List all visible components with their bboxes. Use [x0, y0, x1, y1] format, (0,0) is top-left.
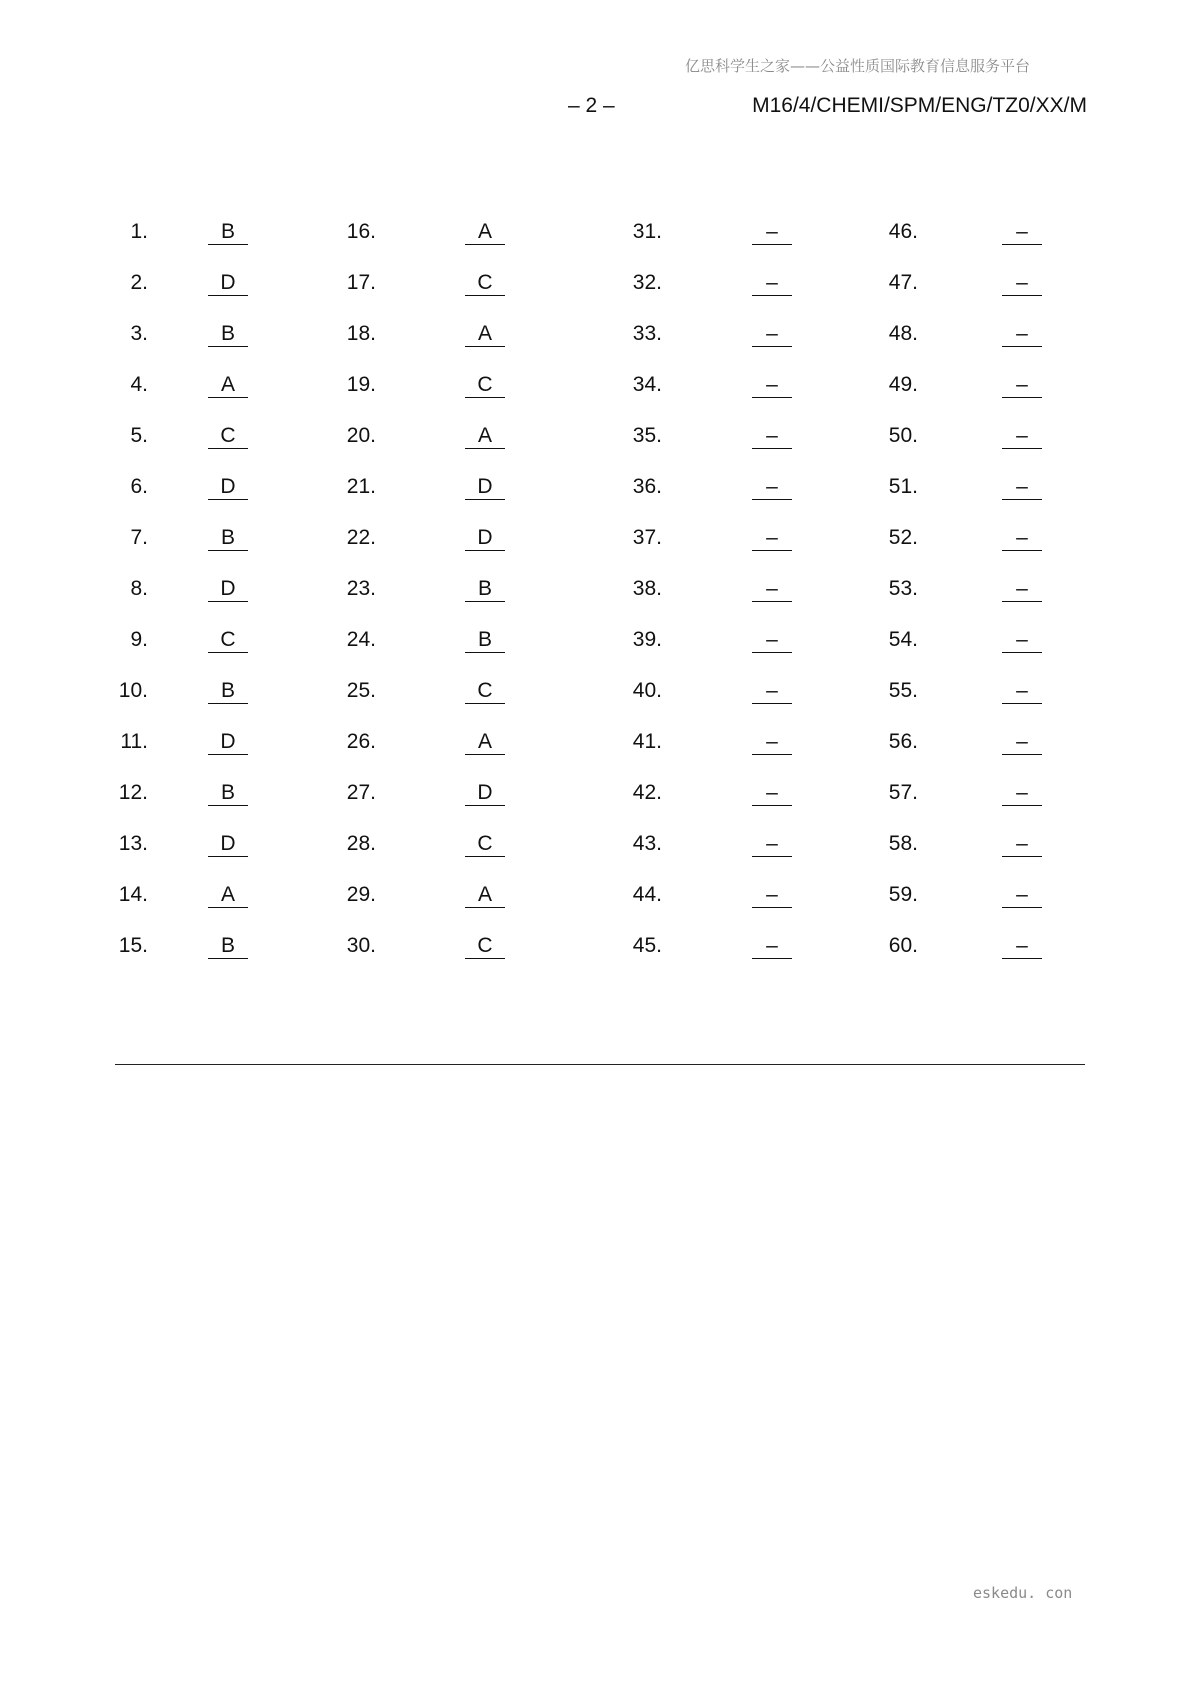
footer-watermark: eskedu. con [973, 1584, 1073, 1602]
question-number: 54. [888, 628, 918, 651]
question-number: 14. [118, 883, 148, 906]
answer-value: – [1002, 424, 1042, 449]
answer-value: – [752, 577, 792, 602]
question-number: 4. [130, 373, 148, 396]
question-number: 35. [632, 424, 662, 447]
question-number: 38. [632, 577, 662, 600]
question-number: 27. [346, 781, 376, 804]
answer-value: A [465, 883, 505, 908]
table-row [0, 781, 1191, 811]
question-number: 7. [130, 526, 148, 549]
question-number: 10. [118, 679, 148, 702]
question-number: 22. [346, 526, 376, 549]
header-watermark: 亿思科学生之家——公益性质国际教育信息服务平台 [685, 57, 1031, 75]
question-number: 50. [888, 424, 918, 447]
question-number: 45. [632, 934, 662, 957]
answer-value: C [465, 679, 505, 704]
question-number: 44. [632, 883, 662, 906]
answer-value: B [208, 526, 248, 551]
answer-value: D [465, 526, 505, 551]
answer-value: B [465, 628, 505, 653]
question-number: 12. [118, 781, 148, 804]
table-row [0, 271, 1191, 301]
answer-value: A [208, 883, 248, 908]
table-row [0, 934, 1191, 964]
answer-value: – [1002, 679, 1042, 704]
question-number: 34. [632, 373, 662, 396]
table-row [0, 730, 1191, 760]
answer-value: C [465, 271, 505, 296]
question-number: 24. [346, 628, 376, 651]
question-number: 6. [130, 475, 148, 498]
question-number: 36. [632, 475, 662, 498]
answer-value: D [208, 730, 248, 755]
question-number: 60. [888, 934, 918, 957]
question-number: 1. [130, 220, 148, 243]
answer-value: C [465, 934, 505, 959]
answer-value: B [208, 781, 248, 806]
answer-value: – [752, 934, 792, 959]
question-number: 9. [130, 628, 148, 651]
answer-value: – [752, 220, 792, 245]
table-row [0, 220, 1191, 250]
answer-value: – [1002, 373, 1042, 398]
answer-value: D [208, 271, 248, 296]
question-number: 43. [632, 832, 662, 855]
question-number: 33. [632, 322, 662, 345]
answer-value: D [208, 475, 248, 500]
question-number: 30. [346, 934, 376, 957]
question-number: 52. [888, 526, 918, 549]
answer-value: C [465, 373, 505, 398]
answer-value: – [1002, 628, 1042, 653]
answer-value: – [1002, 220, 1042, 245]
table-row [0, 577, 1191, 607]
answer-value: – [1002, 781, 1042, 806]
question-number: 49. [888, 373, 918, 396]
answer-value: D [208, 832, 248, 857]
table-row [0, 424, 1191, 454]
question-number: 17. [346, 271, 376, 294]
page-number: – 2 – [568, 94, 615, 117]
table-row [0, 526, 1191, 556]
answer-value: A [208, 373, 248, 398]
question-number: 25. [346, 679, 376, 702]
answer-value: C [208, 628, 248, 653]
answer-value: – [1002, 526, 1042, 551]
answer-value: – [752, 730, 792, 755]
question-number: 8. [130, 577, 148, 600]
question-number: 18. [346, 322, 376, 345]
document-code: M16/4/CHEMI/SPM/ENG/TZ0/XX/M [752, 94, 1087, 117]
table-row [0, 373, 1191, 403]
question-number: 51. [888, 475, 918, 498]
answer-value: A [465, 220, 505, 245]
answer-value: – [752, 526, 792, 551]
question-number: 29. [346, 883, 376, 906]
answer-value: A [465, 424, 505, 449]
question-number: 31. [632, 220, 662, 243]
answer-value: – [1002, 322, 1042, 347]
question-number: 41. [632, 730, 662, 753]
answer-value: – [1002, 271, 1042, 296]
table-row [0, 322, 1191, 352]
question-number: 3. [130, 322, 148, 345]
question-number: 2. [130, 271, 148, 294]
question-number: 26. [346, 730, 376, 753]
answer-value: – [752, 373, 792, 398]
question-number: 28. [346, 832, 376, 855]
answer-value: D [208, 577, 248, 602]
question-number: 19. [346, 373, 376, 396]
table-row [0, 832, 1191, 862]
answer-value: – [752, 475, 792, 500]
answer-value: D [465, 475, 505, 500]
question-number: 13. [118, 832, 148, 855]
question-number: 21. [346, 475, 376, 498]
answer-value: – [752, 883, 792, 908]
answer-value: – [752, 679, 792, 704]
question-number: 16. [346, 220, 376, 243]
table-row [0, 679, 1191, 709]
answer-value: – [752, 271, 792, 296]
question-number: 40. [632, 679, 662, 702]
question-number: 58. [888, 832, 918, 855]
answer-value: C [465, 832, 505, 857]
answer-value: – [1002, 730, 1042, 755]
question-number: 59. [888, 883, 918, 906]
answer-value: A [465, 322, 505, 347]
answer-value: – [752, 628, 792, 653]
question-number: 5. [130, 424, 148, 447]
answer-value: – [1002, 475, 1042, 500]
question-number: 39. [632, 628, 662, 651]
table-row [0, 883, 1191, 913]
answer-value: – [1002, 577, 1042, 602]
answer-value: – [752, 322, 792, 347]
question-number: 11. [120, 730, 148, 753]
answer-value: D [465, 781, 505, 806]
answer-value: B [208, 679, 248, 704]
question-number: 37. [632, 526, 662, 549]
answer-value: B [208, 220, 248, 245]
question-number: 47. [888, 271, 918, 294]
answer-key-grid [0, 220, 1191, 960]
question-number: 57. [888, 781, 918, 804]
question-number: 42. [632, 781, 662, 804]
question-number: 48. [888, 322, 918, 345]
bottom-divider [115, 1064, 1085, 1065]
question-number: 55. [888, 679, 918, 702]
question-number: 32. [632, 271, 662, 294]
table-row [0, 628, 1191, 658]
answer-value: – [752, 781, 792, 806]
table-row [0, 475, 1191, 505]
question-number: 46. [888, 220, 918, 243]
answer-value: B [208, 322, 248, 347]
question-number: 56. [888, 730, 918, 753]
answer-value: – [1002, 934, 1042, 959]
answer-value: C [208, 424, 248, 449]
answer-value: – [1002, 883, 1042, 908]
question-number: 23. [346, 577, 376, 600]
answer-value: – [752, 424, 792, 449]
answer-value: – [1002, 832, 1042, 857]
answer-value: B [465, 577, 505, 602]
question-number: 15. [118, 934, 148, 957]
answer-value: – [752, 832, 792, 857]
answer-value: B [208, 934, 248, 959]
question-number: 20. [346, 424, 376, 447]
question-number: 53. [888, 577, 918, 600]
answer-value: A [465, 730, 505, 755]
